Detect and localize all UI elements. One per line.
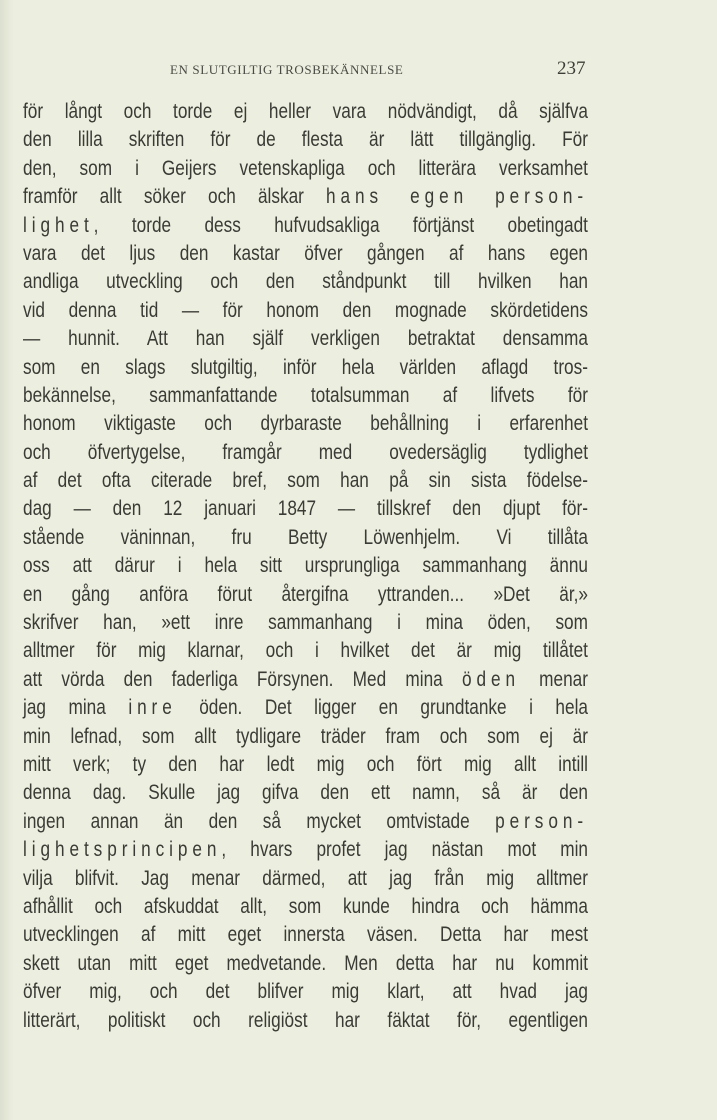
text-line — [23, 354, 588, 382]
text-segment: vilja blifvit. Jag menar därmed, att jag från mig alltmer — [23, 866, 588, 890]
spaced-emphasis-text: person- — [495, 809, 588, 833]
text-line — [23, 268, 588, 296]
text-line — [23, 808, 588, 836]
spaced-emphasis-text: öden — [461, 667, 520, 691]
text-line — [23, 524, 588, 552]
text-segment: framför allt söker och älskar — [23, 185, 327, 209]
text-line — [23, 325, 588, 353]
text-segment: ingen annan än den så mycket omtvistade — [23, 809, 496, 833]
text-line — [23, 751, 588, 779]
text-line — [23, 950, 588, 978]
text-segment: för långt och torde ej heller vara nödvändigt, då själfva — [23, 100, 588, 123]
text-segment: den lilla skriften för de flesta är lätt tillgänglig. För — [23, 128, 588, 152]
text-segment: alltmer för mig klarnar, och i hvilket det är mig tillåtet — [23, 639, 588, 663]
text-line — [23, 723, 588, 751]
text-line — [23, 410, 588, 438]
text-segment: menar — [519, 667, 588, 691]
text-line — [23, 694, 588, 722]
text-segment: — hunnit. Att han själf verkligen betraktat densamma — [23, 327, 588, 351]
text-segment: , hvars profet jag nästan mot min — [221, 838, 588, 862]
text-line — [23, 666, 588, 694]
text-line — [23, 183, 588, 211]
text-line — [23, 893, 588, 921]
text-line — [23, 552, 588, 580]
text-segment: den, som i Geijers vetenskapliga och litterära verksamhet — [23, 156, 588, 180]
text-segment: som en slags slutgiltig, inför hela världen aflagd tros- — [23, 355, 588, 379]
text-line — [23, 212, 588, 240]
text-segment: utvecklingen af mitt eget innersta väsen. Detta har mest — [23, 923, 588, 947]
text-line — [23, 609, 588, 637]
text-line — [23, 978, 588, 1006]
text-segment: jag mina — [23, 696, 129, 720]
text-segment: afhållit och afskuddat allt, som kunde hindra och hämma — [23, 894, 588, 918]
text-segment: öfver mig, och det blifver mig klart, att hvad jag — [23, 980, 588, 1004]
text-segment: min lefnad, som allt tydligare träder fram och som ej är — [23, 724, 588, 748]
text-line — [23, 240, 588, 268]
text-line — [23, 297, 588, 325]
text-line — [23, 467, 588, 495]
spaced-emphasis-text: lighetsprincipen — [23, 838, 222, 862]
text-segment: öden. Det ligger en grundtanke i hela — [176, 696, 588, 720]
text-line — [23, 865, 588, 893]
text-segment: vara det ljus den kastar öfver gången af hans egen — [23, 241, 588, 265]
page-number: 237 — [557, 58, 586, 79]
text-line — [23, 779, 588, 807]
text-segment: denna dag. Skulle jag gifva den ett namn, så är den — [23, 781, 588, 805]
text-segment: skett utan mitt eget medvetande. Men detta har nu kommit — [23, 951, 588, 975]
text-line — [23, 98, 588, 126]
text-segment: , torde dess hufvudsakliga förtjänst obetingadt — [93, 213, 588, 237]
running-title: EN SLUTGILTIG TROSBEKÄNNELSE — [170, 62, 404, 77]
text-line — [23, 439, 588, 467]
spaced-emphasis-text: hans egen person- — [326, 185, 588, 209]
spaced-emphasis-text: lighet — [23, 213, 94, 237]
text-segment: stående väninnan, fru Betty Löwenhjelm. Vi tillåta — [23, 525, 588, 549]
text-segment: bekännelse, sammanfattande totalsumman af lifvets för — [23, 383, 588, 407]
text-line — [23, 1007, 588, 1035]
text-segment: honom viktigaste och dyrbaraste behållning i erfarenhet — [23, 412, 588, 436]
page-binding-edge — [0, 0, 14, 1120]
text-line — [23, 581, 588, 609]
text-segment: vid denna tid — för honom den mognade skördetidens — [23, 298, 588, 322]
text-segment: af det ofta citerade bref, som han på sin sista födelse- — [23, 469, 588, 493]
text-line — [23, 126, 588, 154]
text-line — [23, 495, 588, 523]
text-segment: andliga utveckling och den ståndpunkt till hvilken han — [23, 270, 588, 294]
text-segment: att vörda den faderliga Försynen. Med mina — [23, 667, 462, 691]
spaced-emphasis-text: inre — [128, 696, 177, 720]
text-segment: en gång anföra förut återgifna yttranden... »Det är,» — [23, 582, 588, 606]
text-segment: mitt verk; ty den har ledt mig och fört mig allt intill — [23, 752, 588, 776]
text-line — [23, 155, 588, 183]
text-segment: och öfvertygelse, framgår med ovedersäglig tydlighet — [23, 440, 588, 464]
text-segment: litterärt, politiskt och religiöst har fäktat för, egentligen — [23, 1008, 588, 1032]
body-text — [23, 98, 588, 1035]
text-segment: oss att därur i hela sitt ursprungliga sammanhang ännu — [23, 554, 588, 578]
page-header — [0, 60, 717, 84]
text-line — [23, 921, 588, 949]
text-segment: dag — den 12 januari 1847 — tillskref den djupt för- — [23, 497, 588, 521]
text-line — [23, 382, 588, 410]
text-line — [23, 836, 588, 864]
text-line — [23, 637, 588, 665]
text-segment: skrifver han, »ett inre sammanhang i mina öden, som — [23, 611, 588, 635]
